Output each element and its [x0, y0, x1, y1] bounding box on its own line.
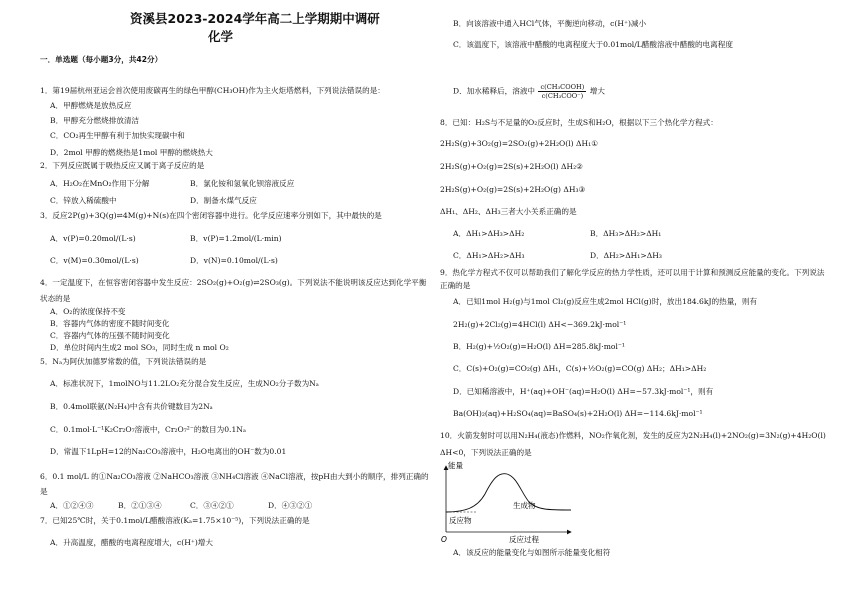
q1-option-c: C．CO₂再生甲醇有利于加快实现碳中和 [50, 131, 185, 140]
q6-option-d: D．④③②① [268, 501, 313, 510]
q7-stem: 7．已知25℃时，关于0.1mol/L醋酸溶液(Kₐ=1.75×10⁻⁵)，下列说法正确的是 [40, 516, 310, 525]
q1-option-d: D．2mol 甲醇的燃烧热是1mol 甲醇的燃烧热大 [50, 148, 213, 157]
q3-option-b: B．v(P)=1.2mol/(L·min) [190, 234, 282, 243]
page-title: 资溪县2023-2024学年高二上学期期中调研 [130, 11, 380, 26]
q3-option-c: C．v(M)=0.30mol/(L·s) [50, 256, 139, 265]
q9-stem: 9．热化学方程式不仅可以帮助我们了解化学反应的热力学性质，还可以用于计算和预测反应能量的变化。下列说法 [440, 268, 825, 277]
q2-option-c: C．锌放入稀硫酸中 [50, 196, 117, 205]
q2-stem: 2．下列反应既属于吸热反应又属于离子反应的是 [40, 161, 205, 170]
q1-stem: 1．第19届杭州亚运会首次使用废碳再生的绿色甲醇(CH₃OH)作为主火炬塔燃料，下列说法错误的是： [40, 86, 385, 95]
q4-stem-cont: 状态的是 [40, 294, 71, 303]
q9-option-d: D．已知稀溶液中，H⁺(aq)+OH⁻(aq)=H₂O(l) ΔH=−57.3kJ·mol⁻¹，则有 [453, 387, 714, 396]
q9-option-c: C．C(s)+O₂(g)=CO₂(g) ΔH₁，C(s)+½O₂(g)=CO(g) ΔH₂；ΔH₁>ΔH₂ [453, 364, 707, 373]
energy-label: 能量 [448, 461, 463, 470]
q7-option-d-suffix: 增大 [589, 86, 605, 96]
q3-stem: 3．反应2P(g)+3Q(g)⇌4M(g)+N(s)在四个密闭容器中进行。化学反应速率分别如下，其中最快的是 [40, 211, 382, 220]
section-heading: 一．单选题（每小题3分，共42分） [40, 55, 163, 64]
q4-option-a: A．O₂的浓度保持不变 [50, 307, 126, 316]
q9-option-d-eq: Ba(OH)₂(aq)+H₂SO₄(aq)=BaSO₄(s)+2H₂O(l) ΔH=−114.6kJ·mol⁻¹ [453, 409, 703, 418]
q8-equation-3: 2H₂S(g)+O₂(g)=2S(s)+2H₂O(g) ΔH₃③ [440, 185, 586, 194]
q4-option-b: B．容器内气体的密度不随时间变化 [50, 319, 170, 328]
q7-option-d [453, 83, 605, 100]
q9-option-a: A．已知1mol H₂(g)与1mol Cl₂(g)反应生成2mol HCl(g)时，放出184.6kJ的热量，则有 [453, 297, 758, 306]
q6-option-a: A．①②④③ [50, 501, 94, 510]
products-label: 生成物 [513, 501, 536, 510]
q9-option-b: B．H₂(g)+½O₂(g)=H₂O(l) ΔH=285.8kJ·mol⁻¹ [453, 342, 625, 351]
q4-stem: 4．一定温度下，在恒容密闭容器中发生反应：2SO₂(g)+O₂(g)⇌2SO₃(g)。下列说法不能说明该反应达到化学平衡 [40, 278, 427, 287]
q6-option-b: B．②①③④ [118, 501, 162, 510]
reactants-label: 反应物 [449, 516, 472, 525]
q8-equation-1: 2H₂S(g)+3O₂(g)=2SO₂(g)+2H₂O(l) ΔH₁① [440, 139, 599, 148]
origin-label: O [441, 535, 447, 544]
ratio-denominator: c(CH₃COO⁻) [541, 92, 584, 100]
q10-stem: 10．火箭发射时可以用N₂H₄(液态)作燃料，NO₂作氧化剂，发生的反应为2N₂H₄(l)+2NO₂(g)=3N₂(g)+4H₂O(l) [440, 431, 826, 440]
q5-option-c: C．0.1mol·L⁻¹K₂Cr₂O₇溶液中，Cr₂O₇²⁻的数目为0.1Nₐ [50, 425, 246, 434]
q6-stem: 6．0.1 mol/L 的①Na₂CO₃溶液 ②NaHCO₃溶液 ③NH₄Cl溶液 ④NaCl溶液，按pH由大到小的顺序，排列正确的 [40, 472, 429, 481]
energy-diagram [437, 460, 577, 544]
q8-question: ΔH₁、ΔH₂、ΔH₃三者大小关系正确的是 [440, 207, 577, 216]
q5-stem: 5．Nₐ为阿伏加德罗常数的值，下列说法错误的是 [40, 357, 207, 366]
ratio-numerator: c(CH₃COOH) [540, 83, 585, 91]
q5-option-a: A．标准状况下，1molNO与11.2LO₂充分混合发生反应，生成NO₂分子数为Nₐ [50, 379, 319, 388]
q8-option-c: C．ΔH₁>ΔH₂>ΔH₃ [453, 251, 525, 260]
q8-equation-2: 2H₂S(g)+O₂(g)=2S(s)+2H₂O(l) ΔH₂② [440, 162, 583, 171]
q1-option-b: B．甲醇充分燃烧排放清洁 [50, 116, 140, 125]
q10-stem-cont: ΔH<0，下列说法正确的是 [440, 448, 532, 457]
q2-option-b: B．氯化铵和氢氧化钡溶液反应 [190, 179, 295, 188]
q9-option-a-eq: 2H₂(g)+2Cl₂(g)=4HCl(l) ΔH<−369.2kJ·mol⁻¹ [453, 320, 627, 329]
q7-option-d-text: D．加水稀释后，溶液中 [453, 86, 536, 96]
q3-option-a: A．v(P)=0.20mol/(L·s) [50, 234, 136, 243]
q5-option-d: D．常温下1LpH=12的Na₂CO₃溶液中，H₂O电离出的OH⁻数为0.01 [50, 447, 287, 456]
q8-stem: 8．已知：H₂S与不足量的O₂反应时，生成S和H₂O，根据以下三个热化学方程式： [440, 118, 718, 127]
q7-option-c: C．该温度下，该溶液中醋酸的电离程度大于0.01mol/L醋酸溶液中醋酸的电离程度 [453, 40, 733, 49]
q6-option-c: C．③④②① [190, 501, 234, 510]
q4-option-c: C．容器内气体的压强不随时间变化 [50, 331, 170, 340]
q3-option-d: D．v(N)=0.10mol/(L·s) [190, 256, 278, 265]
process-label: 反应过程 [509, 535, 539, 544]
q8-option-b: B．ΔH₃>ΔH₂>ΔH₁ [590, 229, 662, 238]
energy-curve [446, 474, 571, 512]
q4-option-d: D．单位时间内生成2 mol SO₃，同时生成 n mol O₂ [50, 343, 229, 352]
q8-option-d: D．ΔH₂>ΔH₁>ΔH₃ [590, 251, 662, 260]
q6-stem-cont: 是 [40, 487, 48, 496]
concentration-ratio [538, 83, 586, 100]
q5-option-b: B．0.4mol联氨(N₂H₄)中含有共价键数目为2Nₐ [50, 402, 213, 411]
page-subject: 化学 [208, 29, 234, 44]
q2-option-d: D．制备水煤气反应 [190, 196, 257, 205]
q9-stem-cont: 正确的是 [440, 281, 471, 290]
q2-option-a: A．H₂O₂在MnO₂作用下分解 [50, 179, 150, 188]
q1-option-a: A．甲醇燃烧是放热反应 [50, 101, 132, 110]
q7-option-a: A．升高温度，醋酸的电离程度增大，c(H⁺)增大 [50, 538, 213, 547]
q8-option-a: A．ΔH₁>ΔH₃>ΔH₂ [453, 229, 525, 238]
q10-option-a: A．该反应的能量变化与如图所示能量变化相符 [453, 548, 611, 557]
q7-option-b: B．向该溶液中通入HCl气体，平衡逆向移动，c(H⁺)减小 [453, 19, 647, 28]
